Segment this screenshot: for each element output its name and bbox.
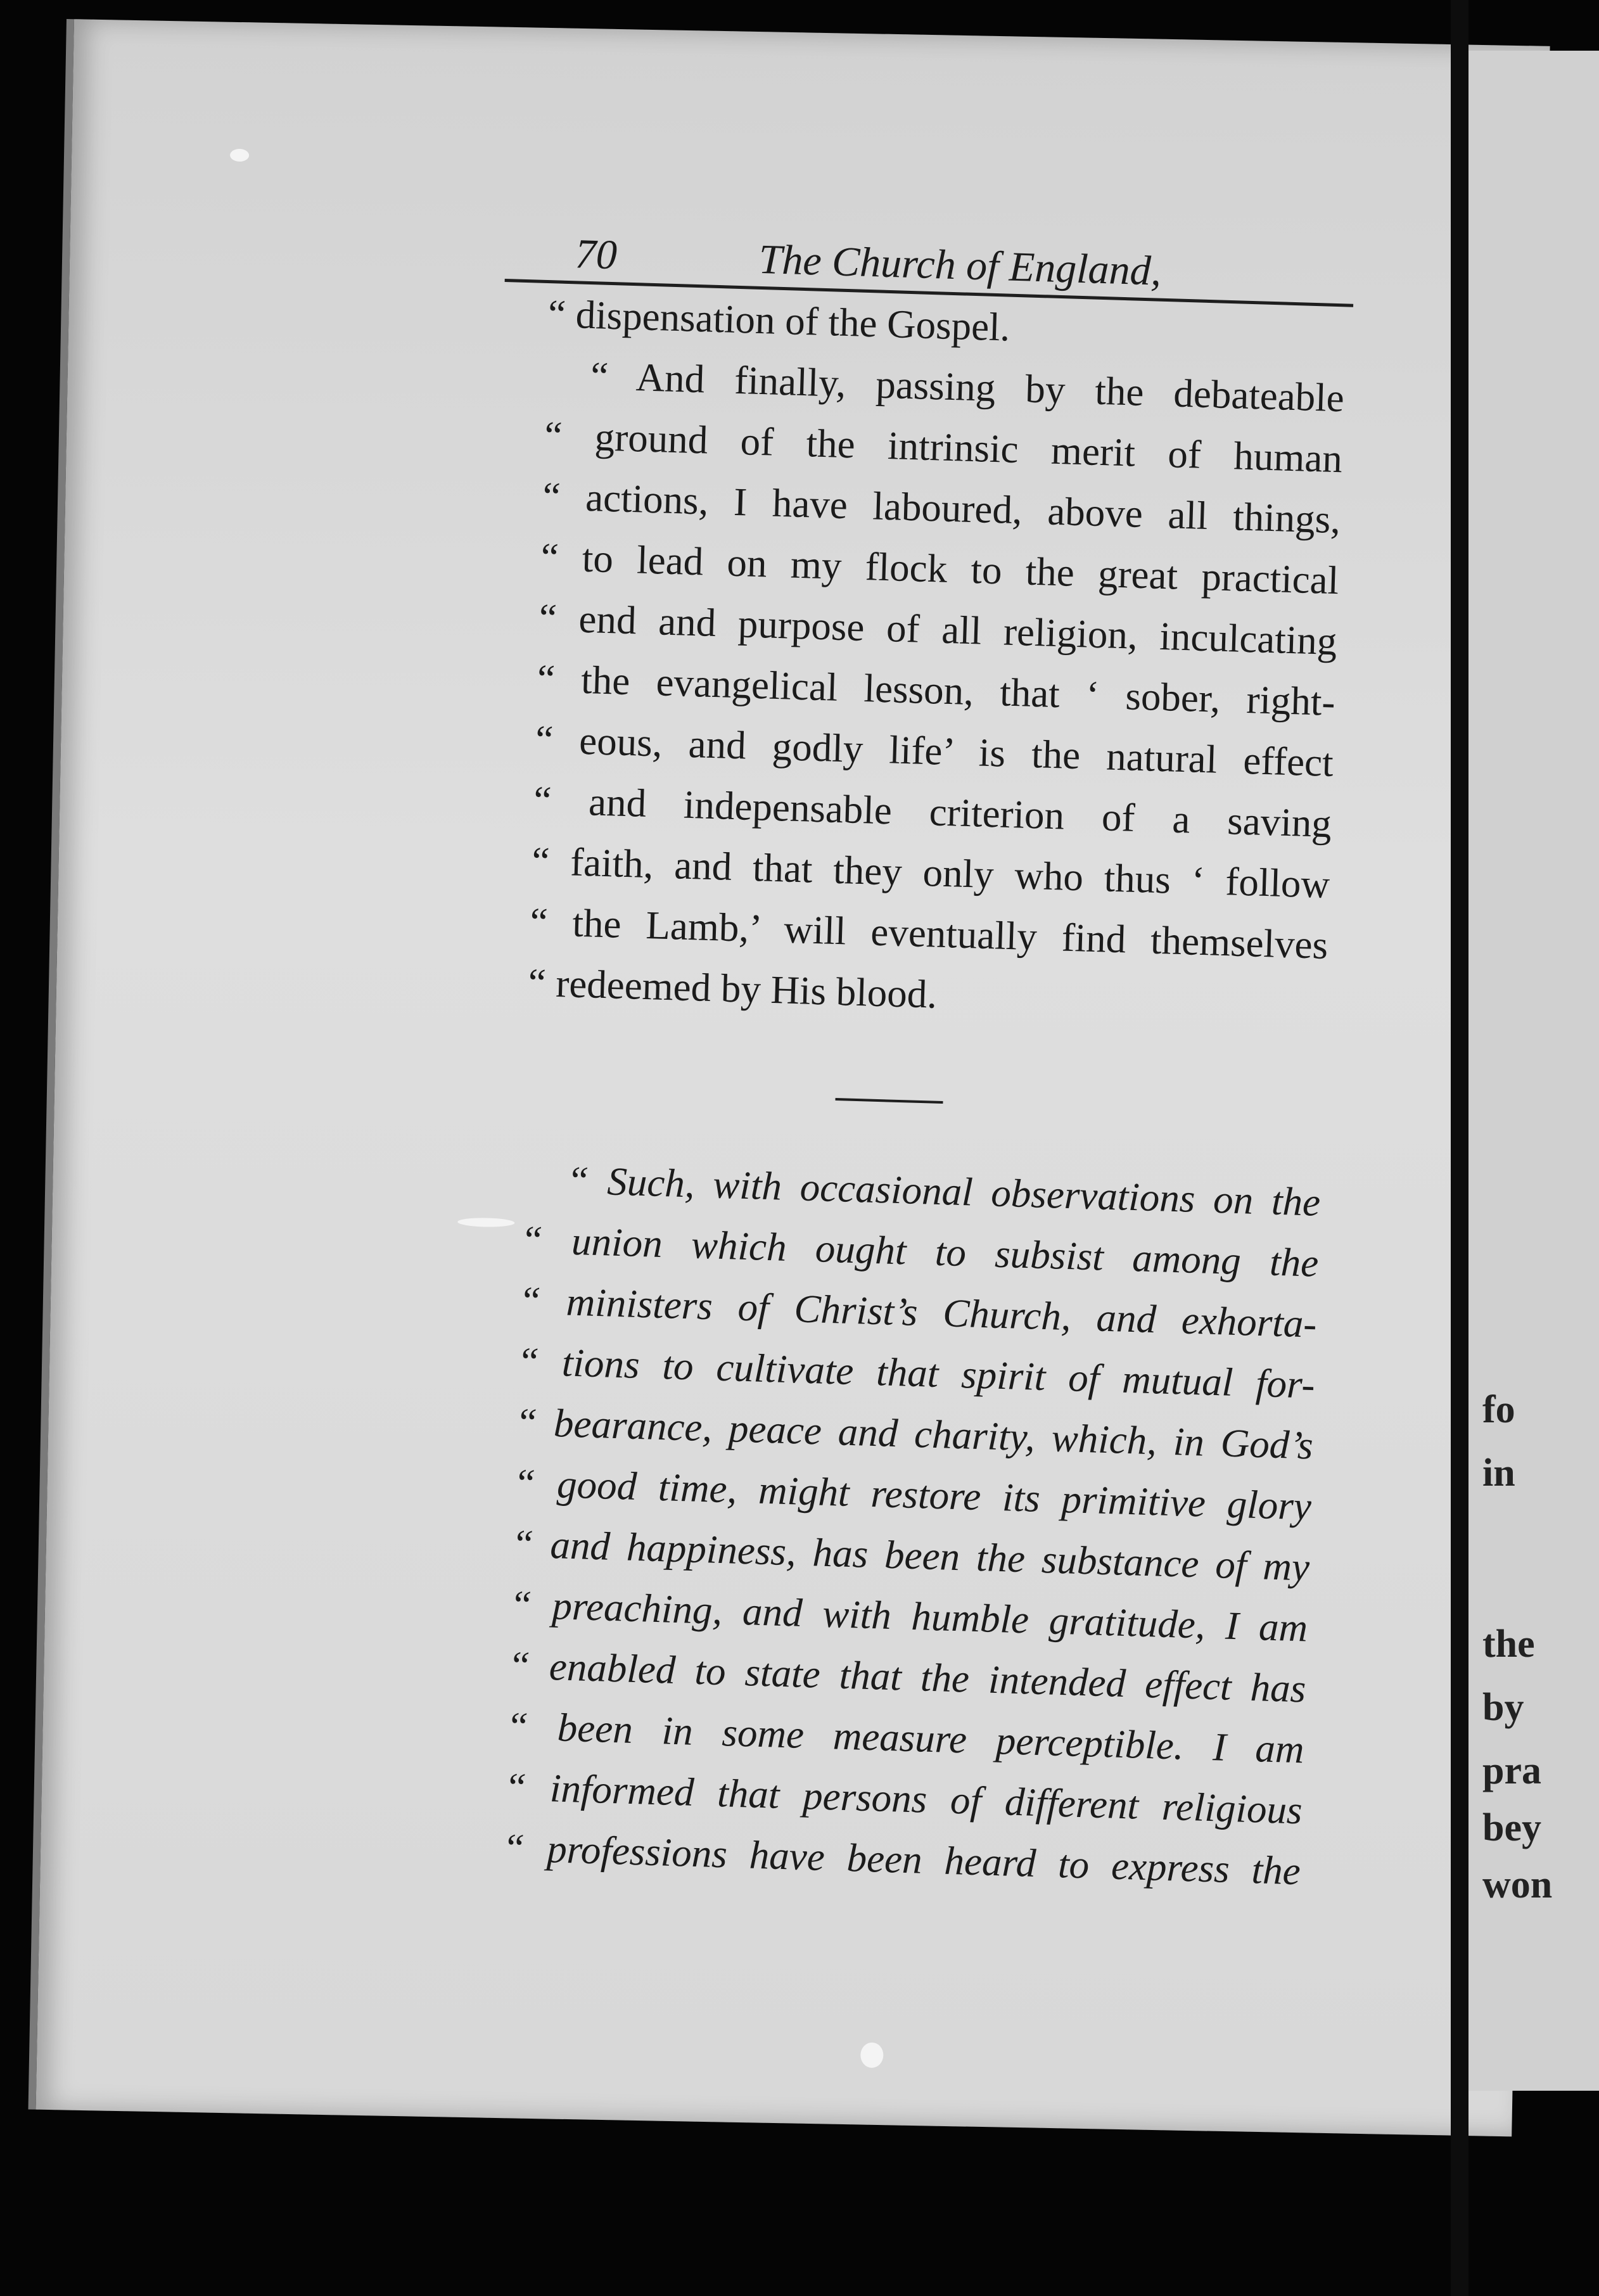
book-spine [1451,0,1468,2296]
text-line: “ informed that persons of different religious [504,1764,1303,1833]
text-line: “ the evangelical lesson, that ‘ sober, right- [537,656,1336,725]
text-line: “ And finally, passing by the debateable [590,354,1345,421]
text-line: “ dispensation of the Gospel. [547,291,1011,350]
text-line: “ and indepensable criterion of a saving [533,777,1332,846]
text-line: “ ministers of Christ’s Church, and exhorta- [518,1278,1318,1346]
text-line: “ redeemed by His blood. [527,960,938,1017]
text-line: “ ground of the intrinsic merit of human [544,412,1343,482]
text-line: “ union which ought to subsist among the [519,1217,1320,1285]
page-content [455,209,1355,1976]
facing-page-fragment: by [1482,1686,1524,1729]
facing-page-fragment: fo [1482,1388,1515,1431]
facing-page [1468,51,1599,2091]
facing-page-fragment: pra [1482,1749,1541,1792]
text-line: “ to lead on my flock to the great practical [540,534,1340,603]
paragraph-3 [457,1147,1328,1901]
paper-scuff [230,149,249,162]
running-title: The Church of England, [758,236,1163,295]
page-number: 70 [574,231,618,279]
facing-page-fragment: the [1482,1623,1535,1666]
text-line: “ faith, and that they only who thus ‘ follow [531,838,1330,907]
text-line: “ been in some measure perceptible. I am [505,1704,1305,1772]
text-line: “ bearance, peace and charity, which, in God’s [514,1400,1314,1468]
text-line: “ end and purpose of all religion, inculcating [538,595,1338,664]
text-line: “ and happiness, has been the substance of my [511,1521,1311,1590]
paragraph-2 [483,343,1351,1036]
facing-page-fragment: bey [1482,1806,1541,1849]
text-line: “ actions, I have laboured, above all things, [542,473,1342,542]
facing-page-fragment: in [1482,1451,1515,1495]
text-line: “ good time, might restore its primitive glory [513,1460,1312,1529]
text-line: “ tions to cultivate that spirit of mutual for- [516,1339,1316,1407]
text-line: “ eous, and godly life’ is the natural effect [535,717,1334,786]
text-line: “ the Lamb,’ will eventually find themselves [529,899,1329,967]
facing-page-fragment: won [1482,1863,1553,1906]
paper-scuff [860,2043,884,2069]
text-line: “ preaching, and with humble gratitude, I am [509,1582,1309,1650]
text-line: “ Such, with occasional observations on the [566,1158,1322,1225]
text-line: “ enabled to state that the intended effect has [507,1643,1307,1711]
text-line: “ professions have been heard to express the [502,1825,1301,1894]
section-rule [835,1098,943,1104]
